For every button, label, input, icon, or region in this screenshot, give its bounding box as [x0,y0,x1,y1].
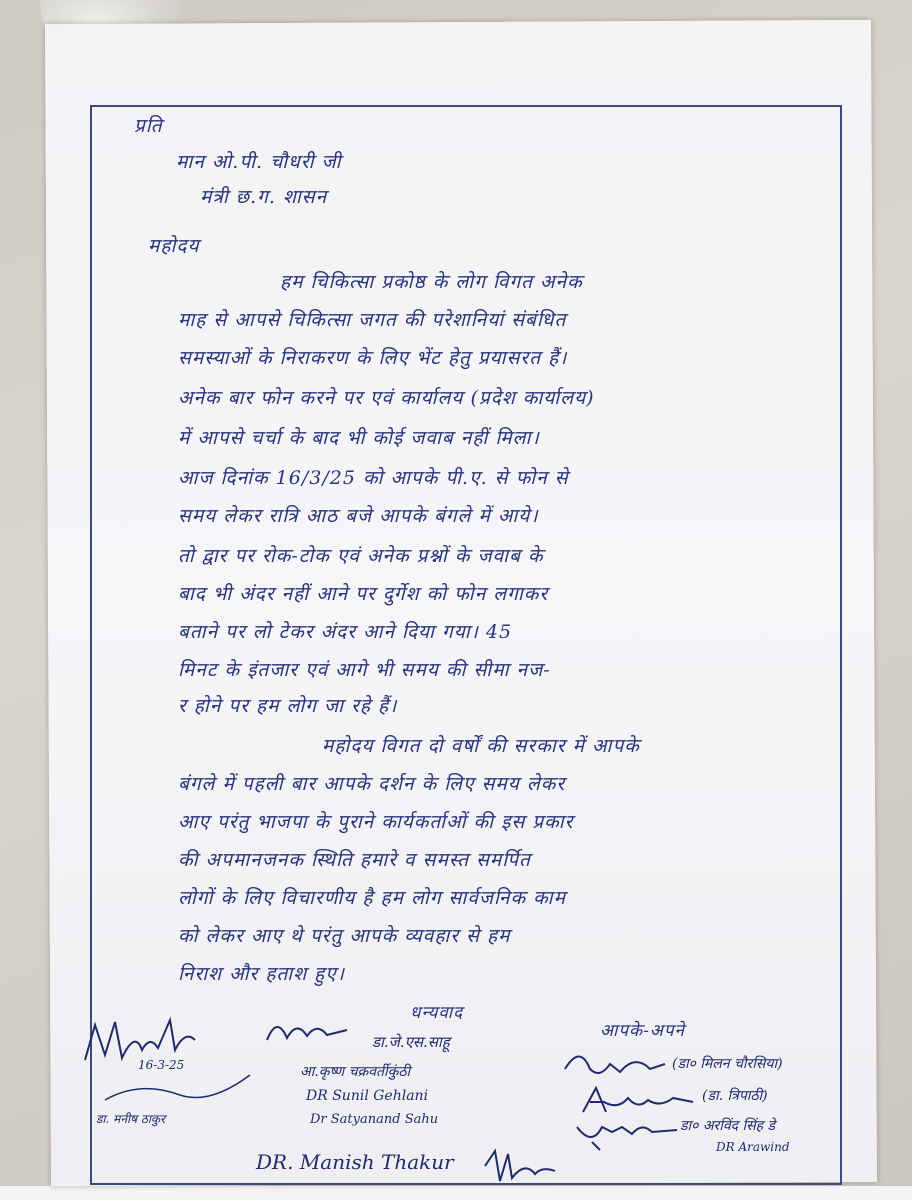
handwritten-signature [100,1070,260,1110]
signature-name: DR Sunil Gehlani [306,1088,429,1104]
signature-name: (डा० मिलन चौरसिया) [672,1056,783,1072]
body-line: को लेकर आए थे परंतु आपके व्यवहार से हम [178,925,511,947]
body-line: समय लेकर रात्रि आठ बजे आपके बंगले में आये। [178,505,539,527]
body-line: बताने पर लो टेकर अंदर आने दिया गया। 45 [178,621,513,643]
body-line: अनेक बार फोन करने पर एवं कार्यालय (प्रदेश कार्यालय) [178,387,595,409]
letter-border-frame [90,105,842,1185]
body-line: की अपमानजनक स्थिति हमारे व समस्त समर्पित [178,849,531,871]
recipient-name: मान ओ.पी. चौधरी जी [176,151,342,173]
body-line: बाद भी अंदर नहीं आने पर दुर्गेश को फोन लगाकर [178,583,549,605]
signature-name: डा० अरविंद सिंह डे [680,1118,776,1134]
body-line: निराश और हताश हुए। [178,963,345,985]
handwritten-signature [80,1010,200,1070]
body-line: र होने पर हम लोग जा रहे हैं। [178,695,398,717]
handwritten-signature [262,1010,352,1050]
salutation: महोदय [148,235,200,257]
body-line: तो द्वार पर रोक-टोक एवं अनेक प्रश्नों के जवाब के [178,545,544,567]
body-line: माह से आपसे चिकित्सा जगत की परेशानियां संबंधित [178,309,567,331]
handwritten-signature [560,1044,670,1084]
body-line: बंगले में पहली बार आपके दर्शन के लिए समय लेकर [178,773,566,795]
body-line: मिनट के इंतजार एवं आगे भी समय की सीमा नज- [178,659,551,681]
body-line: लोगों के लिए विचारणीय है हम लोग सार्वजनिक काम [178,887,566,909]
body-line: समस्याओं के निराकरण के लिए भेंट हेतु प्रयासरत हैं। [178,347,568,369]
signature-name: Dr Satyanand Sahu [310,1112,439,1127]
bottom-border [0,1186,912,1200]
handwritten-signature [572,1112,682,1152]
signature-name: डा. मनीष ठाकुर [96,1112,166,1126]
closing-thanks: धन्यवाद [410,1003,464,1023]
body-line: आज दिनांक 16/3/25 को आपके पी.ए. से फोन से [178,467,569,489]
signature-date: 16-3-25 [138,1058,185,1072]
to-label: प्रति [134,115,163,137]
yours-label: आपके-अपने [600,1021,685,1041]
signature-name: डा.जे.एस.साहू [372,1033,450,1051]
body-line: आए परंतु भाजपा के पुराने कार्यकर्ताओं की इस प्रकार [178,811,574,833]
signature-name: DR Arawind [716,1140,790,1154]
signature-name: आ.कृष्ण चक्रवर्तीकुंठी [300,1064,411,1080]
handwritten-signature [480,1146,560,1186]
signature-name: DR. Manish Thakur [256,1150,454,1174]
recipient-title: मंत्री छ.ग. शासन [200,186,328,208]
body-line: में आपसे चर्चा के बाद भी कोई जवाब नहीं मिला। [178,427,540,449]
body-line: हम चिकित्सा प्रकोष्ठ के लोग विगत अनेक [280,271,583,293]
signature-name: (डा. त्रिपाठी) [702,1088,768,1104]
body-line: महोदय विगत दो वर्षों की सरकार में आपके [322,735,640,757]
